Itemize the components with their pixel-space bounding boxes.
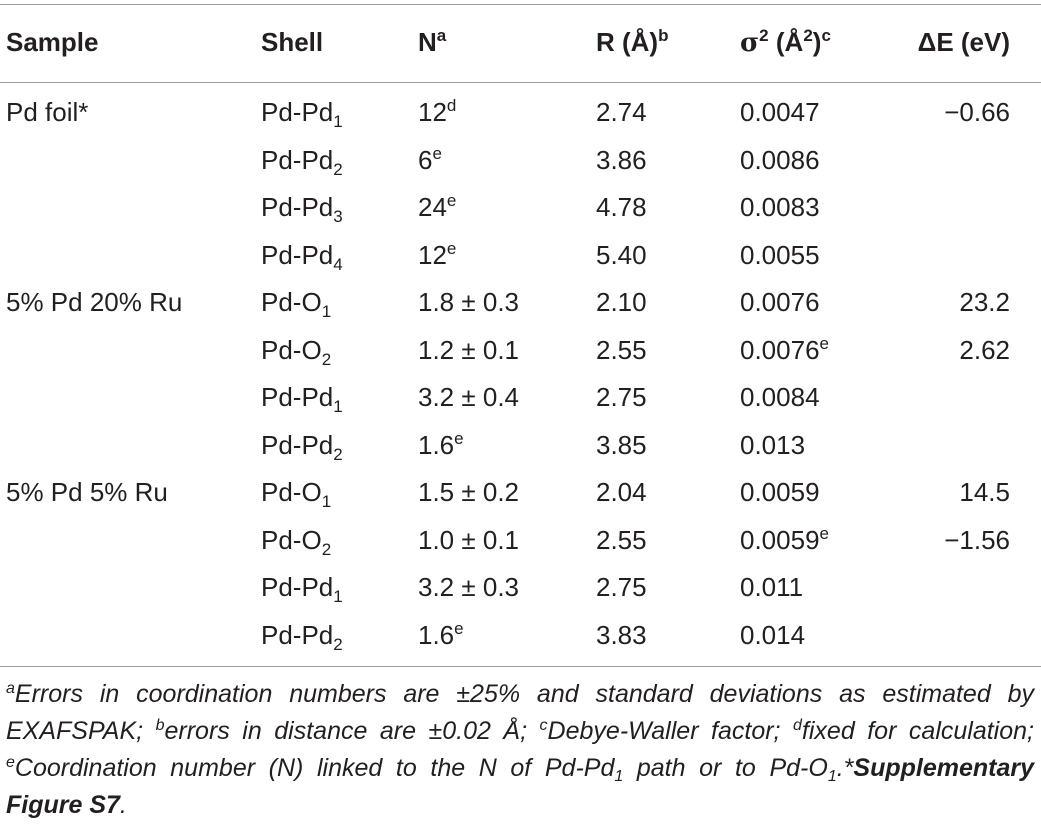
cell-shell-index: 2 — [321, 349, 332, 369]
table-row — [0, 330, 1041, 370]
cell-n — [418, 615, 464, 655]
cell-n-footnote-mark: d — [446, 96, 457, 115]
footnote-text-e-part3: .* — [836, 754, 854, 782]
footnote-text-e-part2: path or to Pd-O — [623, 754, 828, 782]
table-row — [0, 472, 1041, 512]
cell-n-value: 1.8 ± 0.3 — [418, 287, 520, 317]
cell-r: 3.86 — [596, 144, 647, 175]
cell-shell-base: Pd-Pd — [261, 572, 334, 602]
cell-sigma — [740, 282, 820, 322]
header-n-footnote-mark: a — [436, 26, 447, 45]
table-row — [0, 567, 1041, 607]
cell-sigma — [740, 425, 805, 465]
cell-n-value: 1.6 — [418, 429, 455, 460]
cell-sample: 5% Pd 5% Ru — [6, 477, 168, 507]
cell-sigma — [740, 330, 829, 370]
cell-shell-base: Pd-O — [261, 524, 322, 555]
cell-sigma-value: 0.011 — [740, 572, 804, 602]
cell-n-footnote-mark: e — [446, 238, 457, 258]
cell-r: 2.74 — [596, 97, 647, 127]
cell-sigma — [740, 615, 805, 655]
table-row — [0, 377, 1041, 417]
cell-r: 2.10 — [596, 287, 647, 317]
cell-r: 2.55 — [596, 524, 647, 555]
table-footnote — [6, 676, 1034, 824]
cell-shell-index: 2 — [333, 444, 343, 464]
cell-shell-index: 2 — [321, 539, 332, 559]
cell-shell-base: Pd-O — [261, 477, 322, 507]
cell-sigma — [740, 92, 820, 132]
cell-shell — [261, 282, 331, 322]
cell-shell-index: 2 — [333, 159, 343, 179]
cell-n-value: 1.6 — [418, 619, 455, 650]
cell-sigma-value: 0.0083 — [740, 192, 820, 222]
cell-r: 3.85 — [596, 429, 647, 460]
cell-n-value: 3.2 ± 0.4 — [418, 382, 520, 412]
cell-n — [418, 377, 519, 417]
cell-r: 3.83 — [596, 619, 647, 650]
cell-n — [418, 567, 519, 607]
cell-n-value: 3.2 ± 0.3 — [418, 572, 520, 602]
cell-shell — [261, 235, 343, 275]
cell-sigma-footnote-mark: e — [819, 523, 829, 543]
cell-shell — [261, 187, 343, 227]
cell-sigma — [740, 187, 820, 227]
cell-shell-index: 4 — [333, 254, 343, 274]
cell-r: 2.75 — [596, 572, 647, 602]
cell-shell-index: 2 — [333, 634, 343, 654]
footnote-text-a: Errors in coordination numbers are ±25% and standard deviations as estimated by EXAFSPAK; — [6, 680, 1034, 745]
table-row — [0, 140, 1041, 180]
cell-n — [418, 330, 519, 370]
cell-n-footnote-mark: e — [432, 143, 442, 163]
cell-sigma-value: 0.0047 — [740, 97, 820, 127]
cell-sigma-value: 0.0059 — [740, 524, 820, 555]
cell-n-value: 24 — [418, 192, 447, 222]
cell-r: 5.40 — [596, 239, 647, 270]
header-r-footnote-mark: b — [658, 26, 669, 45]
cell-n-footnote-mark: e — [454, 428, 464, 448]
cell-n-value: 6 — [418, 144, 433, 175]
footnote-mark-c: c — [539, 717, 548, 734]
supplementary-figure-link[interactable]: Supplementary Figure S7 — [6, 754, 1035, 819]
footnote-text-e-sub2: 1 — [827, 768, 837, 785]
header-r — [596, 22, 668, 62]
footnote-end: . — [119, 791, 127, 819]
cell-n-value: 1.5 ± 0.2 — [418, 477, 520, 507]
cell-shell-base: Pd-Pd — [261, 97, 334, 127]
table-row — [0, 187, 1041, 227]
table-top-rule — [0, 4, 1041, 5]
cell-shell-base: Pd-Pd — [261, 382, 334, 412]
header-sample: Sample — [6, 27, 99, 57]
cell-shell-base: Pd-Pd — [261, 239, 334, 270]
header-delta-e: ΔE (eV) — [917, 27, 1010, 57]
cell-shell-base: Pd-O — [261, 287, 322, 317]
table-row — [0, 520, 1041, 560]
cell-n-value: 12 — [418, 97, 447, 127]
header-n-label: N — [418, 27, 437, 57]
cell-sigma-value: 0.0076 — [740, 334, 820, 365]
cell-shell — [261, 92, 343, 132]
cell-n-value: 1.2 ± 0.1 — [418, 334, 520, 365]
table-bottom-rule — [0, 666, 1041, 667]
table-row — [0, 615, 1041, 655]
cell-shell-base: Pd-Pd — [261, 192, 334, 222]
cell-sigma — [740, 472, 820, 512]
table-row — [0, 92, 1041, 132]
cell-delta-e: −0.66 — [944, 97, 1010, 127]
cell-sigma-value: 0.0055 — [740, 239, 820, 270]
header-shell: Shell — [261, 27, 324, 57]
cell-r: 2.75 — [596, 382, 647, 412]
header-r-label: R (Å) — [596, 27, 659, 57]
cell-n — [418, 520, 519, 560]
cell-n — [418, 187, 456, 227]
cell-shell-index: 1 — [321, 302, 332, 321]
cell-r: 2.55 — [596, 334, 647, 365]
cell-shell-base: Pd-Pd — [261, 144, 334, 175]
cell-shell-index: 1 — [321, 492, 332, 511]
footnote-mark-b: b — [155, 717, 165, 734]
cell-shell-base: Pd-Pd — [261, 429, 334, 460]
cell-sigma-value: 0.014 — [740, 619, 806, 650]
cell-shell — [261, 425, 343, 465]
cell-n — [418, 92, 456, 132]
cell-n-value: 1.0 ± 0.1 — [418, 524, 520, 555]
cell-n — [418, 425, 464, 465]
cell-delta-e: −1.56 — [944, 524, 1010, 555]
cell-sample: 5% Pd 20% Ru — [6, 287, 183, 317]
cell-sigma-value: 0.0059 — [740, 477, 820, 507]
table-row — [0, 282, 1041, 322]
cell-shell-base: Pd-O — [261, 334, 322, 365]
cell-sample: Pd foil* — [6, 97, 89, 127]
header-n — [418, 22, 446, 62]
cell-shell-index: 1 — [333, 587, 343, 606]
cell-sigma-value: 0.013 — [740, 429, 806, 460]
cell-shell — [261, 615, 343, 655]
cell-sigma — [740, 520, 829, 560]
footnote-mark-d: d — [793, 717, 802, 734]
cell-delta-e: 23.2 — [959, 287, 1010, 317]
cell-sigma-footnote-mark: e — [819, 333, 829, 353]
cell-n-value: 12 — [418, 239, 447, 270]
cell-delta-e: 14.5 — [959, 477, 1010, 507]
cell-sigma — [740, 140, 820, 180]
cell-r: 2.04 — [596, 477, 647, 507]
cell-sigma — [740, 567, 803, 607]
cell-shell — [261, 377, 343, 417]
cell-shell — [261, 140, 343, 180]
cell-shell — [261, 567, 343, 607]
cell-shell-index: 1 — [333, 397, 343, 416]
cell-sigma-value: 0.0076 — [740, 287, 820, 317]
table-row — [0, 235, 1041, 275]
header-sigma-symbol: σ — [740, 28, 760, 58]
cell-shell-base: Pd-Pd — [261, 619, 334, 650]
footnote-text-e-sub1: 1 — [614, 768, 624, 785]
table-row — [0, 425, 1041, 465]
cell-shell — [261, 330, 331, 370]
cell-n — [418, 472, 519, 512]
header-sigma-unit-power: 2 — [803, 26, 813, 45]
footnote-text-e: Coordination number (N) linked to the N of Pd-Pd — [14, 754, 615, 782]
header-sigma-close: ) — [812, 27, 822, 57]
cell-shell — [261, 472, 331, 512]
cell-n — [418, 282, 519, 322]
cell-n — [418, 140, 442, 180]
cell-shell-index: 1 — [333, 112, 343, 131]
cell-sigma-value: 0.0086 — [740, 144, 820, 175]
footnote-text-d: fixed for calculation; — [801, 717, 1034, 745]
header-sigma — [740, 22, 831, 63]
cell-delta-e: 2.62 — [959, 334, 1010, 365]
footnote-text-b: errors in distance are ±0.02 Å; — [164, 717, 540, 745]
header-sigma-footnote-mark: c — [821, 26, 831, 45]
cell-n-footnote-mark: e — [446, 191, 457, 210]
cell-shell — [261, 520, 331, 560]
header-sigma-power: 2 — [759, 26, 769, 45]
cell-n — [418, 235, 456, 275]
cell-sigma — [740, 377, 820, 417]
cell-n-footnote-mark: e — [454, 618, 464, 638]
cell-sigma — [740, 235, 820, 275]
cell-r: 4.78 — [596, 192, 647, 222]
cell-shell-index: 3 — [333, 207, 343, 226]
table-header-row — [0, 22, 1041, 62]
footnote-text-c: Debye-Waller factor; — [547, 717, 794, 745]
cell-sigma-value: 0.0084 — [740, 382, 820, 412]
footnote-mark-e: e — [6, 754, 15, 771]
header-sigma-unit: (Å — [775, 27, 804, 57]
table-header-rule — [0, 82, 1041, 83]
footnote-mark-a: a — [6, 680, 15, 697]
